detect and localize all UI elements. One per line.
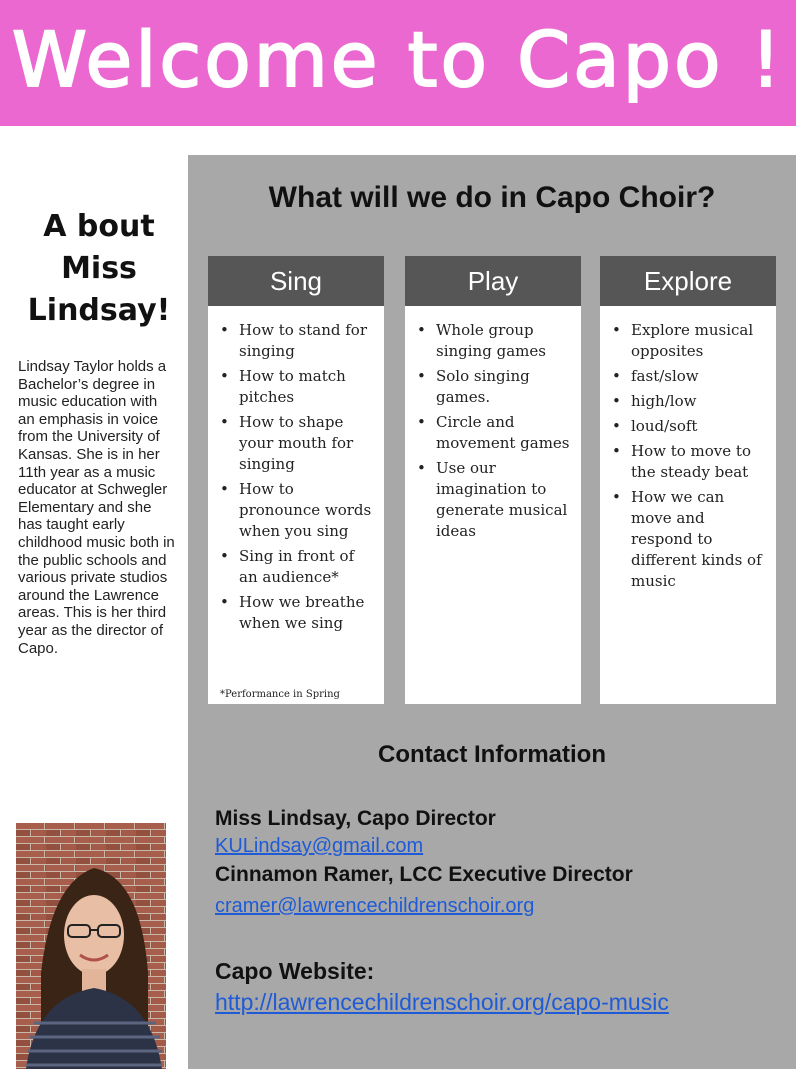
explore-card-header: Explore <box>600 256 776 306</box>
sing-list <box>208 306 384 634</box>
bio-text: Lindsay Taylor holds a Bachelor’s degree in music education with an emphasis in voice from the University of Kansas. She is in her 11th year as a music educator at Schwegler Elementary and she has taught early childhood music both in the public schools and various private studios around the Lawrence areas. This is her third year as the director of Capo. <box>18 358 175 657</box>
list-item: • loud/soft <box>612 416 768 437</box>
list-item: • How to stand for singing <box>220 320 376 362</box>
list-item: • How we can move and respond to different kinds of music <box>612 487 768 592</box>
explore-list <box>600 306 776 592</box>
panel-title: What will we do in Capo Choir? <box>268 181 716 214</box>
list-item: • How to shape your mouth for singing <box>220 412 376 475</box>
list-item: • How to move to the steady beat <box>612 441 768 483</box>
banner-title: Welcome to Capo ! <box>11 14 785 104</box>
list-item: • Use our imagination to generate musical ideas <box>417 458 573 542</box>
activities-panel <box>188 155 796 1069</box>
exec-email-link[interactable]: cramer@lawrencechildrenschoir.org <box>215 895 535 917</box>
list-item: • How we breathe when we sing <box>220 592 376 634</box>
website-heading: Capo Website: <box>215 958 375 984</box>
sing-card <box>208 256 384 704</box>
about-heading-line2: Miss <box>61 251 137 286</box>
portrait-image <box>16 823 166 1069</box>
list-item: • Circle and movement games <box>417 412 573 454</box>
list-item: • How to match pitches <box>220 366 376 408</box>
about-heading <box>10 206 188 332</box>
director-email-link[interactable]: KULindsay@gmail.com <box>215 835 424 857</box>
list-item: • Solo singing games. <box>417 366 573 408</box>
about-heading-line3: Lindsay! <box>27 293 171 328</box>
welcome-banner <box>0 0 796 126</box>
list-item: • Sing in front of an audience* <box>220 546 376 588</box>
sing-card-header: Sing <box>208 256 384 306</box>
list-item: • Explore musical opposites <box>612 320 768 362</box>
list-item: • high/low <box>612 391 768 412</box>
website-link[interactable]: http://lawrencechildrenschoir.org/capo-music <box>215 989 669 1015</box>
exec-director-name: Cinnamon Ramer, LCC Executive Director <box>215 863 633 886</box>
play-card <box>405 256 581 704</box>
list-item: • How to pronounce words when you sing <box>220 479 376 542</box>
about-heading-line1: A bout <box>43 209 155 244</box>
explore-card <box>600 256 776 704</box>
director-photo <box>16 823 166 1069</box>
list-item: • fast/slow <box>612 366 768 387</box>
contact-heading: Contact Information <box>378 741 606 768</box>
play-card-header: Play <box>405 256 581 306</box>
list-item: • Whole group singing games <box>417 320 573 362</box>
director-name: Miss Lindsay, Capo Director <box>215 807 496 830</box>
about-column <box>0 126 188 1069</box>
play-list <box>405 306 581 542</box>
performance-note: *Performance in Spring <box>220 689 340 700</box>
